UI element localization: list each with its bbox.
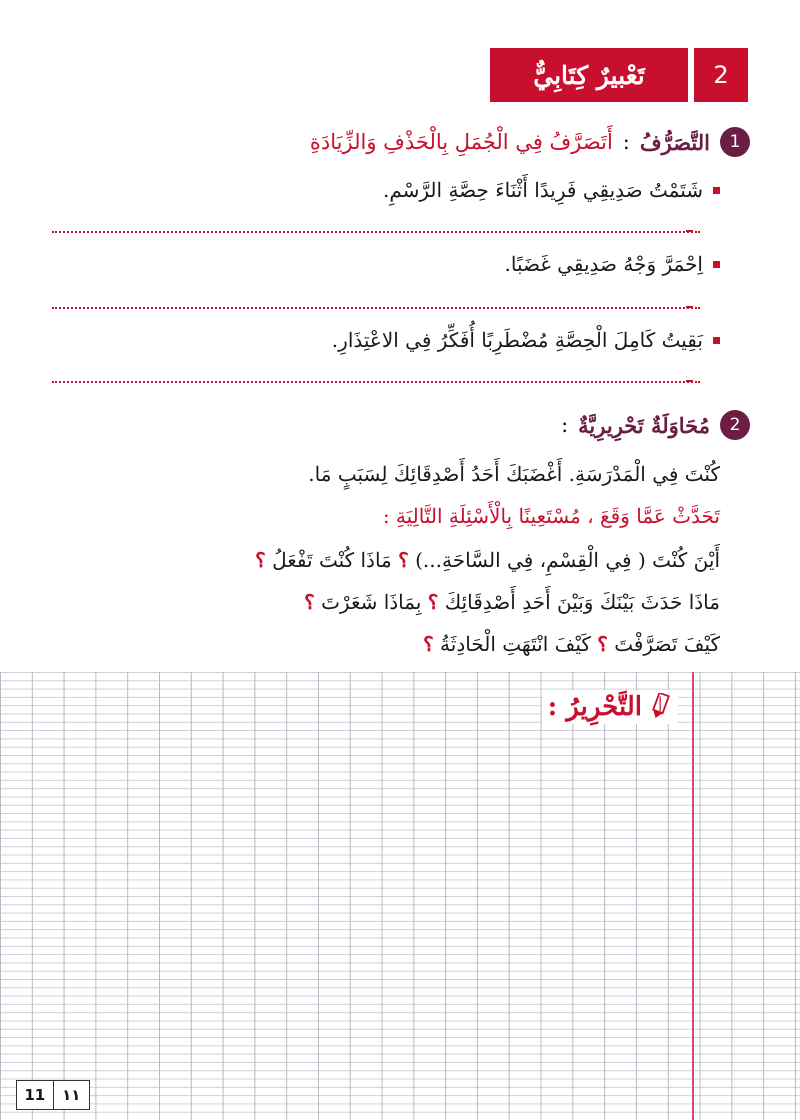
page-number-arabic: ١١ [53, 1081, 90, 1109]
scenario-text: كُنْتَ فِي الْمَدْرَسَةِ. أَغْضَبَكَ أَحَدُ أَصْدِقَائِكَ لِسَبَبٍ مَا. [308, 462, 720, 486]
section-2-colon: : [561, 413, 569, 437]
answer-line-1[interactable] [52, 231, 700, 233]
unit-number: 2 [694, 48, 748, 102]
question-text: مَاذَا حَدَثَ بَيْنَكَ وَبَيْنَ أَحَدِ أَصْدِقَائِكَ [444, 590, 720, 614]
bullet-icon [713, 187, 720, 194]
question-mark: ؟ [398, 548, 409, 572]
exercise-sentence: اِحْمَرَّ وَجْهُ صَدِيقِي غَضَبًا. [504, 252, 703, 276]
exercise-item-1 [383, 178, 720, 202]
exercise-item-2 [505, 252, 720, 276]
exercise-sentence: بَقِيتُ كَامِلَ الْحِصَّةِ مُضْطَرِبًا أُفَكِّرُ فِي الاعْتِذَارِ. [331, 328, 703, 352]
page-number-box [16, 1080, 90, 1110]
unit-title: تَعْبيرٌ كِتَابِيٌّ [490, 48, 688, 102]
section-1-colon: : [622, 130, 630, 154]
guiding-question-2 [304, 590, 720, 614]
section-2-label: مُحَاوَلَةٌ تَحْرِيرِيَّةٌ [578, 412, 710, 438]
question-mark: ؟ [423, 632, 434, 656]
bullet-icon [713, 261, 720, 268]
question-text: أَيْنَ كُنْتَ ( فِي الْقِسْمِ، فِي السَّاحَةِ...) [415, 548, 720, 572]
writing-grid[interactable] [0, 672, 800, 1120]
task-instruction: تَحَدَّثْ عَمَّا وَقَعَ ، مُسْتَعِينًا بِالْأَسْئِلَةِ التَّالِيَةِ : [382, 504, 720, 528]
exercise-sentence: شَتَمْتُ صَدِيقِي فَرِيدًا أَثْنَاءَ حِصَّةِ الرَّسْمِ. [382, 178, 703, 202]
answer-line-2[interactable] [52, 307, 700, 309]
guiding-question-3 [423, 632, 720, 656]
guiding-question-1 [255, 548, 720, 572]
margin-line [692, 672, 694, 1120]
section-1-label: التَّصَرُّفُ [639, 129, 710, 155]
answer-line-3[interactable] [52, 381, 700, 383]
writing-label: التَّحْرِيرُ : [547, 692, 642, 722]
question-mark: ؟ [597, 632, 608, 656]
question-mark: ؟ [427, 590, 439, 614]
question-text: كَيْفَ انْتَهَتِ الْحَادِثَةُ [440, 632, 591, 656]
section-1-heading [310, 127, 750, 157]
bullet-icon [713, 337, 720, 344]
writing-heading [542, 690, 678, 724]
unit-header [490, 48, 748, 102]
question-text: كَيْفَ تَصَرَّفْتَ [614, 632, 720, 656]
pencil-icon [650, 693, 672, 721]
question-mark: ؟ [255, 548, 266, 572]
section-2-heading [561, 410, 750, 440]
question-text: بِمَاذَا شَعَرْتَ [321, 590, 422, 614]
question-text: مَاذَا كُنْتَ تَفْعَلُ [272, 548, 392, 572]
section-1-instruction: أَتَصَرَّفُ فِي الْجُمَلِ بِالْحَذْفِ وَالزِّيَادَةِ [309, 130, 613, 154]
section-1-badge: 1 [720, 127, 750, 157]
question-mark: ؟ [304, 590, 315, 614]
page-number-latin: 11 [24, 1086, 46, 1104]
section-2-badge: 2 [720, 410, 750, 440]
exercise-item-3 [332, 328, 720, 352]
